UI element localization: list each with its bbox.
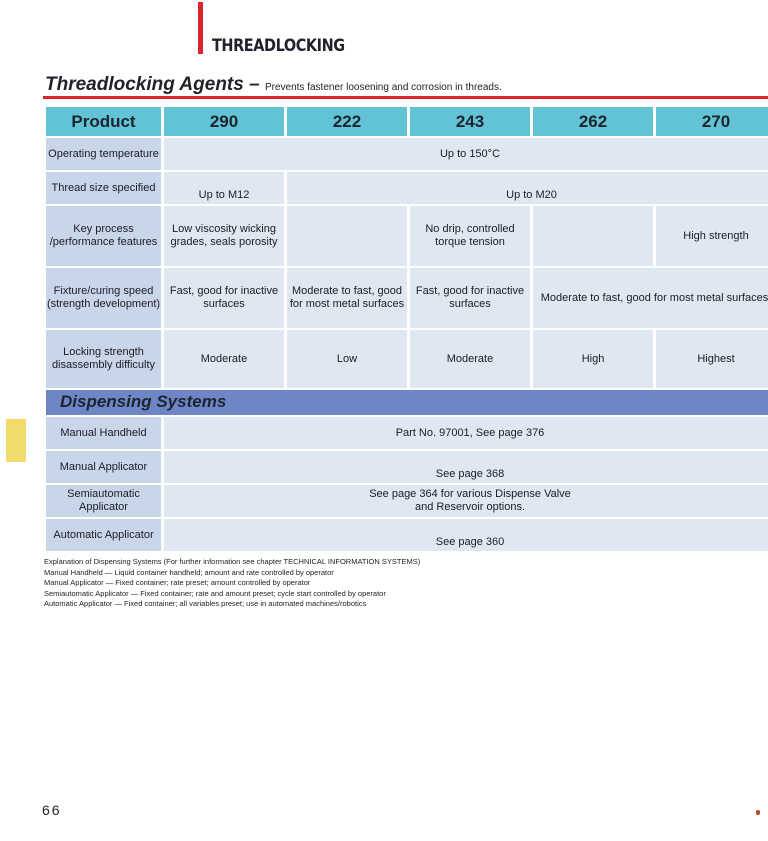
dispensing-section-title — [46, 390, 768, 415]
subheader-separator: – — [243, 74, 265, 95]
table-cell: Moderate to fast, good for most metal surfaces — [287, 268, 407, 328]
print-mark — [756, 810, 760, 815]
table-cell: Low viscosity wicking grades, seals porosity — [164, 206, 284, 266]
row-label: Locking strength disassembly difficulty — [46, 330, 161, 388]
header-product: Product — [46, 107, 161, 136]
table-cell: Fast, good for inactive surfaces — [410, 268, 530, 328]
table-cell: Fast, good for inactive surfaces — [164, 268, 284, 328]
dispensing-title-text: Dispensing Systems — [60, 391, 227, 411]
table-cell: No drip, controlled torque tension — [410, 206, 530, 266]
table-cell — [533, 206, 653, 266]
subheader-description: Prevents fastener loosening and corrosion in threads. — [264, 82, 502, 93]
row-label: Thread size specified — [46, 172, 161, 204]
table-row-manual-applicator — [46, 451, 768, 483]
header-262: 262 — [533, 107, 653, 136]
table-row-automatic-applicator — [46, 519, 768, 551]
table-cell: Moderate — [410, 330, 530, 388]
table-cell: Moderate to fast, good for most metal surfaces — [533, 268, 768, 328]
section-accent-bar — [198, 2, 203, 54]
table-row-operating-temperature — [46, 138, 768, 170]
header-divider — [43, 96, 768, 99]
subheader-title: Threadlocking Agents — [45, 74, 244, 95]
table-row-thread-size — [46, 172, 768, 204]
threadlocking-table — [43, 105, 768, 553]
section-title: THREADLOCKING — [212, 36, 345, 56]
table-cell: Up to 150°C — [164, 138, 768, 170]
table-cell: See page 368 — [164, 451, 768, 483]
table-cell: Up to M12 — [164, 172, 284, 204]
row-label: Manual Applicator — [46, 451, 161, 483]
table-cell — [287, 206, 407, 266]
chapter-tab-marker — [6, 419, 26, 462]
header-270: 270 — [656, 107, 768, 136]
table-cell: Moderate — [164, 330, 284, 388]
notes-line: Manual Applicator — Fixed container; rate preset; amount controlled by operator — [44, 578, 311, 587]
table-row-fixture-speed — [46, 268, 768, 328]
table-row-manual-handheld — [46, 417, 768, 449]
notes-line: Semiautomatic Applicator — Fixed container; rate and amount preset; cycle start controlled by operator — [44, 588, 386, 598]
table-cell: Part No. 97001, See page 376 — [164, 417, 768, 449]
table-cell: High strength — [656, 206, 768, 266]
table-header-row — [46, 107, 768, 136]
header-290: 290 — [164, 107, 284, 136]
header-243: 243 — [410, 107, 530, 136]
header-222: 222 — [287, 107, 407, 136]
table-cell: Low — [287, 330, 407, 388]
notes-line: Manual Handheld — Liquid container handheld; amount and rate controlled by operator — [44, 567, 334, 577]
row-label: Semiautomatic Applicator — [46, 485, 161, 517]
row-label: Operating temperature — [46, 138, 161, 170]
table-cell: High — [533, 330, 653, 388]
row-label: Fixture/curing speed (strength development) — [46, 268, 161, 328]
table-row-locking-strength — [46, 330, 768, 388]
row-label: Manual Handheld — [46, 417, 161, 449]
table-cell: See page 360 — [164, 519, 768, 551]
notes-heading: Explanation of Dispensing Systems (For further information see chapter TECHNICAL INFORMATION SYSTEMS) — [44, 557, 421, 566]
table-cell: See page 364 for various Dispense Valve and Reservoir options. — [164, 485, 768, 517]
table-cell: Up to M20 — [287, 172, 768, 204]
subheader — [45, 74, 502, 96]
page-number: 66 — [42, 802, 62, 818]
table-row-key-process — [46, 206, 768, 266]
row-label: Key process /performance features — [46, 206, 161, 266]
row-label: Automatic Applicator — [46, 519, 161, 551]
table-row-semiautomatic-applicator — [46, 485, 768, 517]
dispensing-section-row — [46, 390, 768, 415]
notes-line: Automatic Applicator — Fixed container; all variables preset; use in automated machines/robotics — [44, 599, 367, 608]
dispensing-notes — [44, 557, 420, 610]
table-cell: Highest — [656, 330, 768, 388]
